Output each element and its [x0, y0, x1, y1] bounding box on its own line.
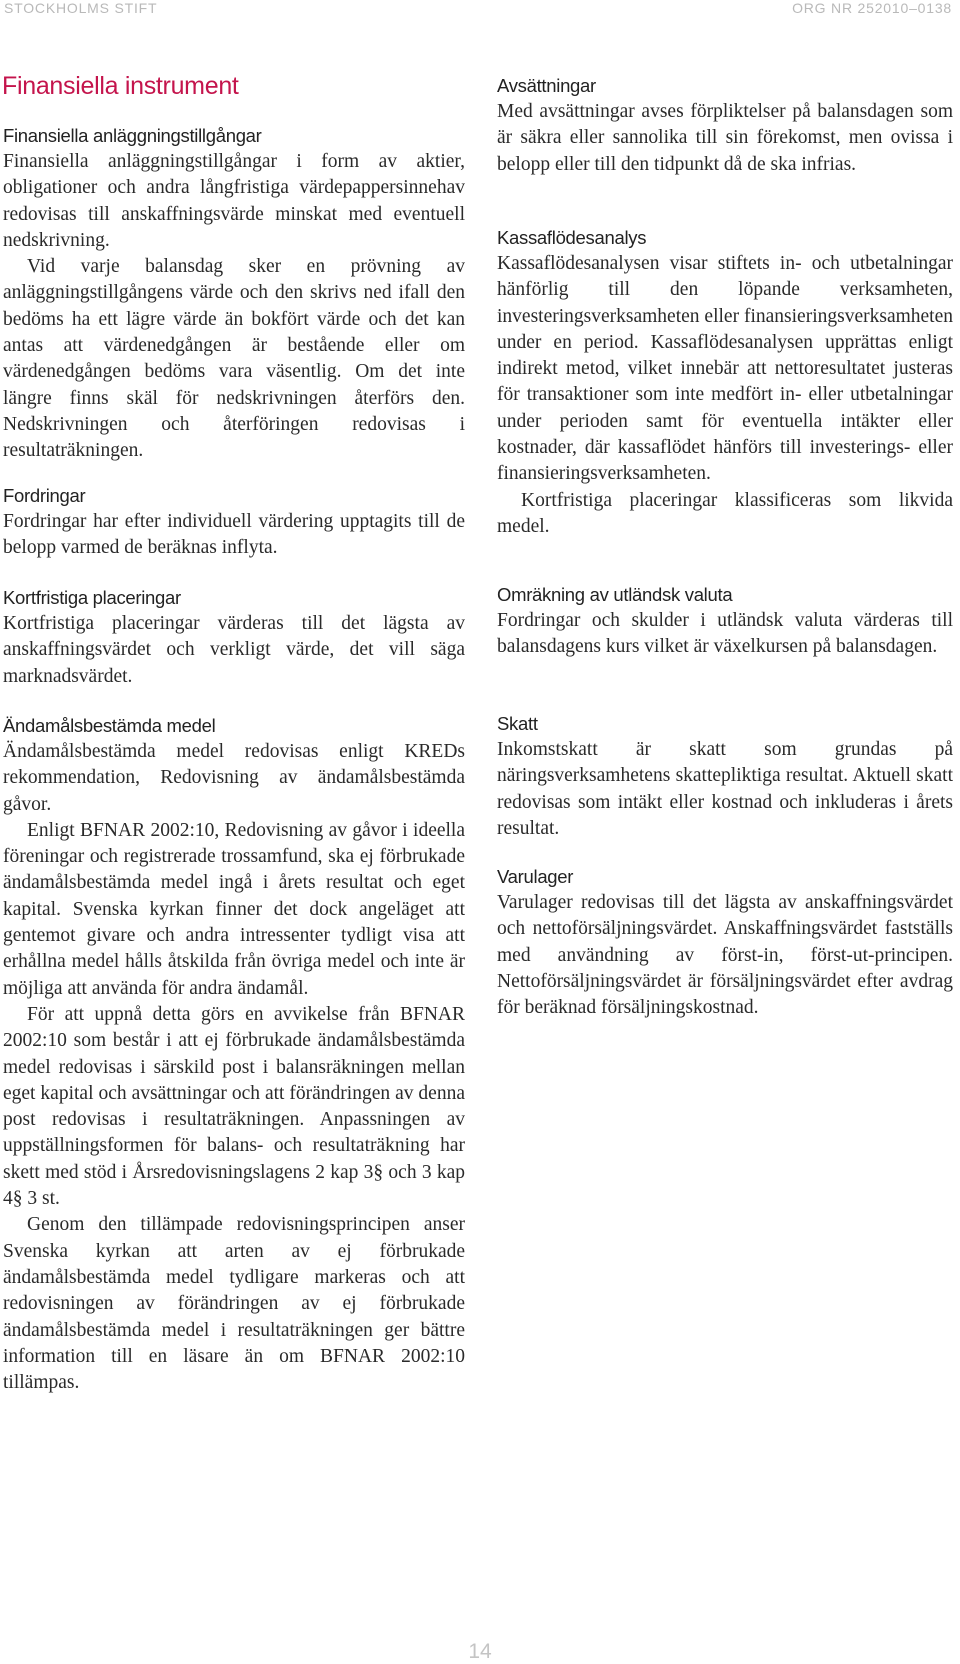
section-financial-fixed-assets [3, 122, 465, 465]
section-tax [497, 710, 953, 842]
section-heading: Finansiella anläggningstillgångar [3, 125, 262, 146]
paragraph: Finansiella anläggningstillgångar i form av aktier, obligationer och andra långfristiga värdepappersinnehav redovisas till anskaffningsvärde minskat med eventuell nedskrivning. [3, 151, 465, 251]
paragraph: Varulager redovisas till det lägsta av anskaffningsvärdet och nettoförsäljningsvärdet. Anskaffningsvärdet fastställs med användning av först-in, först-ut-principen. Nettoförsäljningsvärdet är försäljningsvärdet efter avdrag för beräknad försäljningskostnad. [497, 892, 953, 1019]
section-heading: Omräkning av utländsk valuta [497, 584, 733, 605]
paragraph: Fordringar har efter individuell värdering upptagits till de belopp varmed de beräknas inflyta. [3, 511, 465, 559]
section-heading: Kassaflödesanalys [497, 227, 647, 248]
running-header [0, 0, 960, 20]
paragraph: Kortfristiga placeringar värderas till det lägsta av anskaffningsvärdet och verkligt värde, det vill säga marknadsvärdet. [3, 613, 465, 687]
paragraph: Inkomstskatt är skatt som grundas på näringsverksamhetens skattepliktiga resultat. Aktuell skatt redovisas som intäkt eller kostnad och inkluderas i årets resultat. [497, 739, 953, 839]
paragraph: Fordringar och skulder i utländsk valuta värderas till balansdagens kurs vilket är växelkursen på balansdagen. [497, 610, 953, 658]
paragraph: Kassaflödesanalysen visar stiftets in- och utbetalningar hänförlig till den löpande verksamheten, investeringsverksamheten eller finansieringsverksamheten under en period. Kassaflödesanalysen upprättas enligt indirekt metod, vilket innebär att nettoresultatet justeras för transaktioner som inte medfört in- eller utbetalningar under perioden samt för eventuella intäkter eller kostnader, där kassaflödet hänförs till investerings- eller finansieringsverksamheten. [497, 253, 953, 485]
header-org-number: ORG NR 252010–0138 [792, 0, 952, 16]
section-heading: Avsättningar [497, 75, 596, 96]
paragraph: För att uppnå detta görs en avvikelse från BFNAR 2002:10 som består i att ej förbrukade ändamålsbestämda medel redovisas i särskild post i balansräkningen mellan eget kapital och avsättningar och att förändringen av denna post redovisas i resultaträkningen. Anpassningen av uppställningsformen för balans- och resultaträkning har skett med stöd i Årsredovisningslagens 2 kap 3§ och 3 kap 4§ 3 st. [3, 1003, 465, 1210]
section-heading: Skatt [497, 713, 538, 734]
paragraph: Genom den tillämpade redovisningsprincipen anser Svenska kyrkan att arten av ej förbrukade ändamålsbestämda medel tydligare markeras och att redovisningen av förändringen av ej förbrukade ändamålsbestämda medel i resultaträkningen ger bättre information till en läsare än om BFNAR 2002:10 tillämpas. [3, 1214, 465, 1394]
header-organization: STOCKHOLMS STIFT [4, 0, 158, 16]
paragraph: Vid varje balansdag sker en prövning av anläggningstillgångens värde och den skrivs ned ifall den bedöms ha ett lägre värde än bokfört värde och det kan antas att värdenedgången är bestående eller om värdenedgången bedöms vara väsentlig. Om det inte längre finns skäl för nedskrivningen återförs den. Nedskrivningen och återföringen redovisas i resultaträkningen. [3, 256, 465, 462]
section-receivables [3, 482, 465, 562]
page-title: Finansiella instrument [2, 72, 239, 100]
section-designated-funds [3, 712, 465, 1396]
section-short-term-investments [3, 584, 465, 690]
section-cash-flow [497, 224, 953, 540]
paragraph: Enligt BFNAR 2002:10, Redovisning av gåvor i ideella föreningar och registrerade trossamfund, ska ej förbrukade ändamålsbestämda medel ingå i årets resultat och eget kapital. Svenska kyrkan finner det dock angeläget att gentemot givare och andra intressenter tydligt visa att erhållna medel hålls åtskilda från övriga medel och inte är möjliga att använda för andra ändamål. [3, 819, 465, 999]
section-heading: Kortfristiga placeringar [3, 587, 181, 608]
section-heading: Ändamålsbestämda medel [3, 715, 216, 736]
paragraph: Ändamålsbestämda medel redovisas enligt KREDs rekommendation, Redovisning av ändamålsbestämda gåvor. [3, 741, 465, 815]
section-provisions [497, 72, 953, 178]
paragraph: Kortfristiga placeringar klassificeras som likvida medel. [497, 489, 953, 537]
section-heading: Varulager [497, 866, 574, 887]
section-heading: Fordringar [3, 485, 86, 506]
page-number: 14 [468, 1640, 492, 1663]
section-inventory [497, 863, 953, 1021]
paragraph: Med avsättningar avses förpliktelser på balansdagen som är säkra eller sannolika till sin förekomst, men ovissa i belopp eller till den tidpunkt då de ska infrias. [497, 101, 953, 175]
section-foreign-currency [497, 581, 953, 661]
